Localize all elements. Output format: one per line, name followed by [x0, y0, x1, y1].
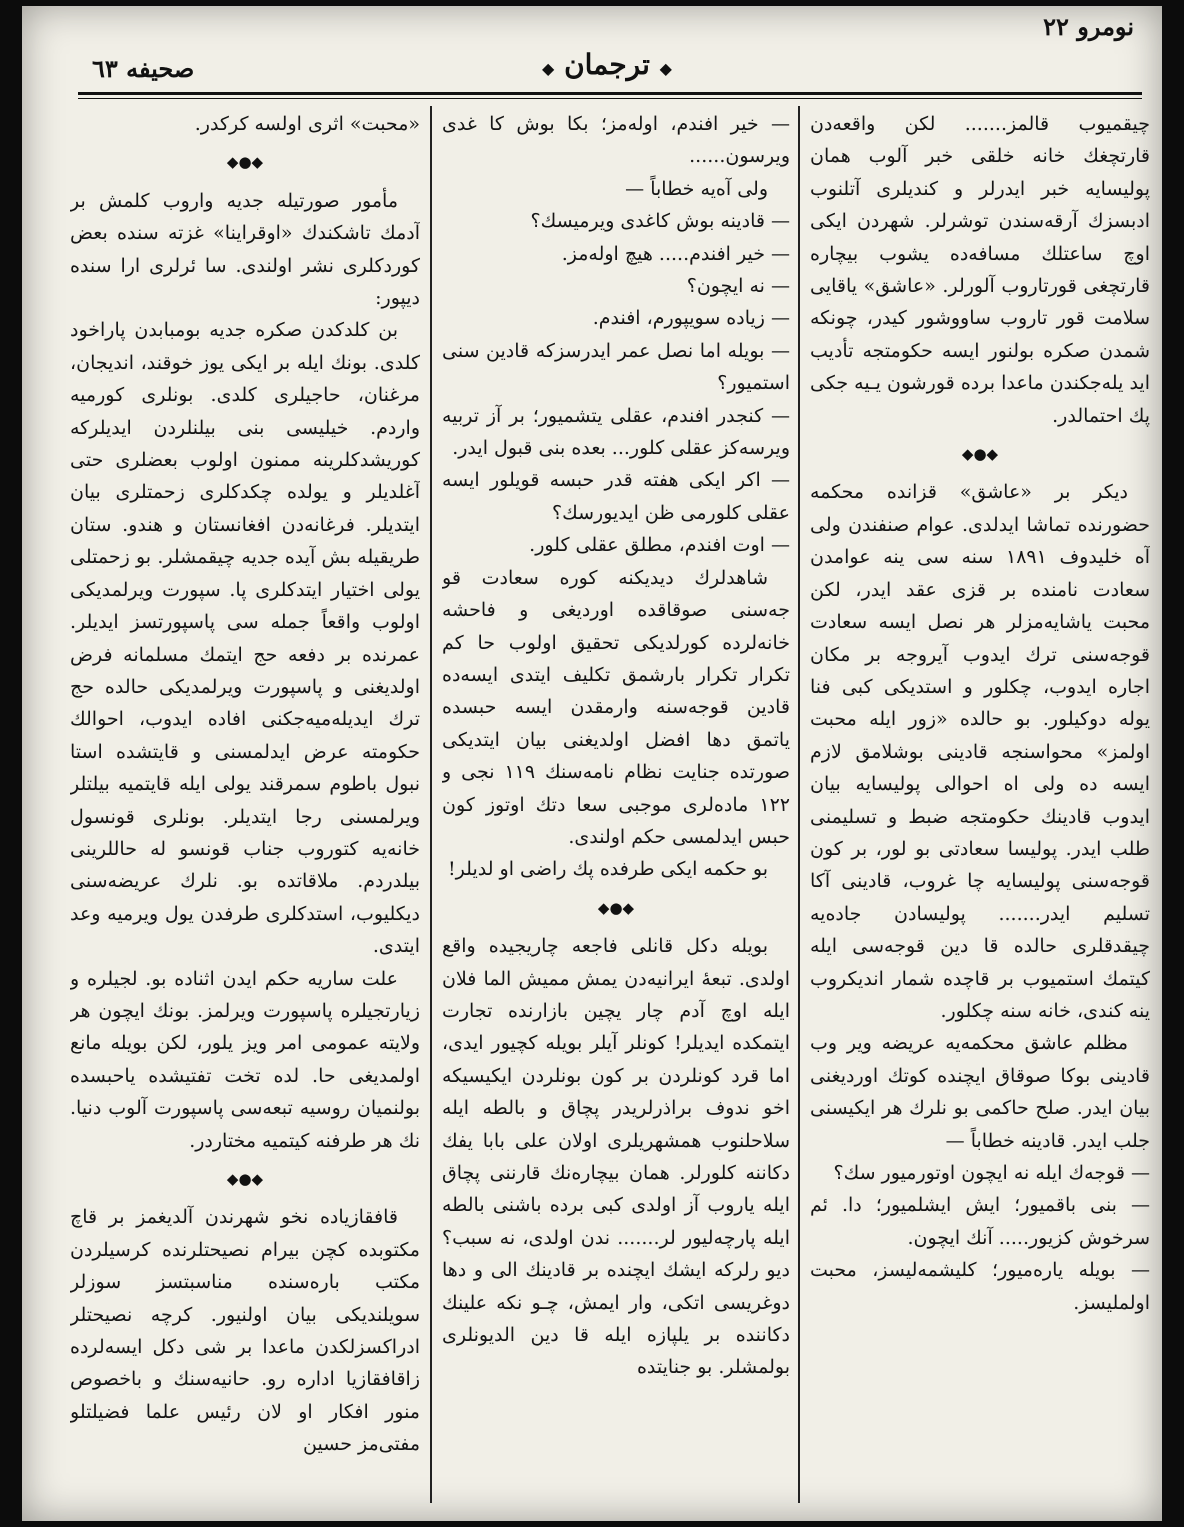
column-middle	[442, 108, 790, 1503]
dialogue-line: — اکر ایکی هفته قدر حبسه قویلور ایسه عقلی کلورمی ظن ایدیورسك؟	[442, 469, 790, 524]
dialogue-line: — نه ایچون؟	[686, 275, 790, 298]
section-separator: ◆●◆	[226, 1170, 264, 1188]
ornament-icon: ◆	[659, 59, 672, 78]
dialogue-line: — اوت افندم، مطلق عقلی کلور.	[529, 534, 790, 557]
newspaper-title	[542, 48, 672, 81]
dialogue-line: — بویله اما نصل عمر ایدرسزکه قادین سنی استمیور؟	[442, 339, 790, 395]
paragraph: بن کلدکدن صکره جدیه بومبابدن پاراخود کلدی. بونك ایله بر ایکی یوز خوقند، اندیجان، مرغنان، حاجیلری کلدی. بونلری کورمیه واردم. خیلیسی بنی بیلنلردن ایدیلرکه کوریشدکلرینه ممنون اولوب بعضلری حتی آغلدیلر و یولده چکدکلری زحمتلری بیان ایتدیلر. فرغانه‌دن افغانستان و هندو. ستان طریقیله بش آیده جدیه چیقمشلر. بو زحمتلی یولی اختیار ایتدکلری پا. سپورت ویرلمدیکی اولوب واقعاً جمله سی پاسپورتسز ایدیلر. عمرنده بر دفعه حج ایتمك مسلمانه فرض اولدیغنی و پاسپورت ویرلمدیکی حالده حج ترك ایدیله‌میه‌جکنی افاده ایدوب، احوالك حکومته عرض ایدلمسنی و قایتشده استا نبول باطوم سمرقند یولی ایله قایتمیه بیلتلر ویرلمسنی رجا ایتدیلر. بونلری قونسول خانه‌یه کتوروب جناب قونسو له حاللرینی بیلدردم. ملاقاتده بو. نلرك عریضه‌سنی دیکلیوب، استدکلری طرفدن یول ویرمیه وعد ایتدی.	[70, 319, 420, 958]
paragraph: چیقمیوب قالمز....... لکن واقعه‌دن قارتچغك خانه خلقی خبر آلوب همان پولیسایه خبر ایدرلر و کندیلری آتلنوب ادبسزك آرقه‌سندن توشرلر. شهردن ایکی اوچ ساعتلك مسافه‌ده یشوب بیچاره قارتچغی قورتاروب آلورلر. «عاشق» یاقایی سلامت قور تاروب ساووشور کیدر، چونکه شمدن صکره بولنور ایسه حکومتجه تأدیب اید یله‌جکندن ماعدا برده قورشون یـیه جکی پك احتمالدر.	[810, 113, 1150, 427]
issue-number: نومرو ٢٢	[1043, 12, 1134, 41]
newspaper-page	[22, 6, 1162, 1521]
section-separator: ◆●◆	[226, 153, 264, 172]
column-divider	[798, 106, 800, 1503]
paragraph: دیکر بر «عاشق» قزانده محکمه حضورنده تماشا ایدلدی. عوام صنفندن ولی آه خلیدوف ١٨٩١ سنه سی ینه عوامدن سعادت نامنده بر قزی عقد ایدر، لکن محبت یاشایه‌مزلر هر نصل ایسه سعادت قوجه‌سنی ترك ایدوب آیروجه بر مکان اجاره ایدوب، چکلور و استدیکی کبی فنا یوله دوکیلور. بو حالده «زور ایله محبت اولمز» محواسنجه قادینی بوشلامق لازم ایسه ده ولی اه احوالی پولیسایه بیان ایدوب قادینك حکومتجه ضبط و تسلیمنی طلب ایدر. پولیسا سعادتی بو لور، بر کون قوجه‌سنی پولیسایه چا غروب، قادینی آکا تسلیم ایدر....... پولیسادن جاده‌یه چیقدقلری حالده قا دین قوجه‌سی ایله کیتمك استمیوب بر قاچده شمار اندیکروب ینه کندی، خانه سنه چکلور.	[810, 481, 1150, 1022]
paragraph: مظلم عاشق محکمه‌یه عریضه ویر وب قادینی بوکا صوقاق ایچنده کوتك اوردیغنی بیان ایدر. صلح حاکمی بو نلرك هر ایکیسنی جلب ایدر. قادینه خطاباً —	[810, 1032, 1150, 1152]
paragraph: شاهدلرك دیدیکنه کوره سعادت قو جه‌سنی صوقاقده اوردیغی و فاحشه خانه‌لرده کورلدیکی تحقیق اولوب حا کم تکرار تکرار بارشمق تکلیف ایتدی ایسه‌ده قادین قوجه‌سنه وارمقدن ایسه حبسده یاتمق دها افضل اولدیغنی بیان ایتدیکی صورتده جنایت نظام نامه‌سنك ١١٩ نجی و ١٢٢ ماده‌لری موجبی سعا دتك اوتوز کون حبس ایدلمسی حکم اولندی.	[442, 566, 790, 848]
masthead	[22, 6, 1162, 94]
dialogue-line: — زیاده سویپورم، افندم.	[592, 307, 790, 330]
paragraph: بو حکمه ایکی طرفده پك راضی او لدیلر!	[448, 858, 768, 881]
paragraph: علت ساریه حکم ایدن اثناده بو. لجیلره و زیارتجیلره پاسپورت ویرلمز. بونك ایچون هر ولایته عمومی امر ویز یلور، لکن بویله مانع اولمدیغی حا. لده تخت تفتیشده یاحبسده بولنمیان روسیه تبعه‌سی پاسپورت آلوب دنیا. نك هر طرفنه کیتمیه مختاردر.	[70, 967, 420, 1152]
dialogue-line: — بنی باقمیور؛ ایش ایشلمیور؛ دا. ئم سرخوش کزیور..... آنك ایچون.	[810, 1194, 1150, 1249]
section-separator: ◆●◆	[961, 445, 999, 464]
dialogue-line: — کنجدر افندم، عقلی یتشمیور؛ بر آز تربیه ویرسه‌کز عقلی کلور... بعده بنی قبول ایدر.	[442, 404, 790, 460]
paragraph: مأمور صورتیله جدیه واروب کلمش بر آدمك تاشکندك «اوقراینا» غزته سنده بعض کوردکلری نشر اولندی. سا ئرلری ارا سنده دیپور:	[70, 189, 420, 310]
dialogue-line: — خیر افندم، اوله‌مز؛ بکا بوش کا غدی ویرسون......	[442, 113, 790, 168]
newspaper-title-text: ترجمان	[564, 48, 650, 81]
dialogue-line: — بویله یاره‌میور؛ کلیشمه‌لیسز، محبت اولملیسز.	[810, 1259, 1150, 1314]
paragraph: قافقازیاده نخو شهرندن آلدیغمز بر قاچ مکتوبده کچن بیرام نصیحتلرنده کرسیلردن مکتب باره‌سنده مناسبتسز سوزلر سویلندیکی بیان اولنیور. کرچه نصیحتلر ادراکسزلکدن ماعدا بر شی دکل ایسه‌لرده زاقافقازیا اداره رو. حانیه‌سنك و باخصوص منور افکار او لان رئیس علما فضیلتلو مفتی‌مز حسین	[70, 1206, 420, 1456]
ornament-icon: ◆	[542, 59, 555, 78]
header-rule-thin	[78, 98, 1142, 99]
header-rule	[78, 92, 1142, 95]
dialogue-line: — قادینه بوش کاغدی ویرمیسك؟	[530, 210, 790, 233]
column-divider	[430, 106, 432, 1503]
paragraph: «محبت» اثری اولسه کرکدر.	[194, 113, 420, 135]
column-right	[810, 108, 1150, 1503]
column-left	[70, 108, 420, 1503]
dialogue-line: ولی آه‌یه خطاباً —	[625, 177, 768, 200]
page-number: صحیفه ٦٣	[92, 54, 195, 83]
section-separator: ◆●◆	[597, 898, 635, 917]
dialogue-line: — قوجه‌ك ایله نه ایچون اوتورمیور سك؟	[833, 1162, 1150, 1184]
paragraph: بویله دکل قانلی فاجعه چاریجیده واقع اولدی. تبعهٔ ایرانیه‌دن یمش ممیش الما فلان ایله اوچ آدم چار یچین بازارنده تجارت ایتمکده ایدیلر! کونلر آیلر بویله کچیور ایدی، اما قرد کونلردن بر کون بونلردن ایکیسیکه اخو ندوف براذرلریدر پچاق و بالطه ایله سلاحلنوب همشهریلری اولان علی بابا یفك دکاننه کلورلر. همان بیچاره‌نك قارننی پچاق ایله یاروب آز اولدی کبی برده باشنی بالطه ایله پارچه‌لیور لر....... ندن اولدی، نه سبب؟ دیو رلرکه ایشك ایچنده بر قادینك الی و دها دوغریسی اتکی، وار ایمش، چـو نکه علینك دکاننده بر یلپازه ایله قا دین الدیونلری بولمشلر. بو جنایتده	[442, 935, 790, 1379]
dialogue-line: — خیر افندم..... هیچ اوله‌مز.	[561, 242, 790, 265]
